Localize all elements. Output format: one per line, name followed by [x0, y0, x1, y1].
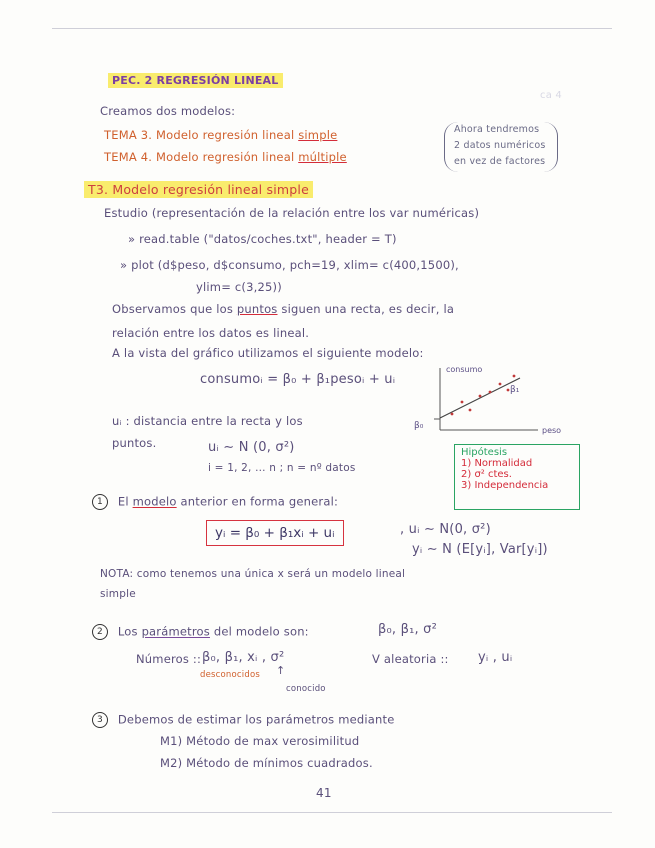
- code-line-1: » read.table ("datos/coches.txt", header = T): [128, 232, 397, 246]
- bottom-page-edge: [52, 812, 612, 813]
- faint-corner-note: ca 4: [540, 90, 562, 101]
- sketch-y-label: consumo: [446, 365, 483, 374]
- tema3-line: TEMA 3. Modelo regresión lineal simple: [104, 128, 338, 142]
- observation-line-1: Observamos que los puntos siguen una recta, es decir, la: [112, 302, 455, 316]
- tema4-line: TEMA 4. Modelo regresión lineal múltiple: [104, 150, 347, 164]
- nota-line-2: simple: [100, 588, 136, 600]
- page-number: 41: [316, 786, 332, 800]
- hypotheses-title: Hipótesis: [461, 447, 508, 458]
- sketch-point: [499, 383, 502, 386]
- point-2-number: 2: [92, 624, 108, 640]
- u-definition-2: puntos.: [112, 436, 157, 450]
- method-2: M2) Método de mínimos cuadrados.: [160, 756, 373, 770]
- u-definition-1: uᵢ : distancia entre la recta y los: [112, 414, 303, 428]
- header-title: PEC. 2 REGRESIÓN LINEAL: [108, 74, 283, 87]
- top-page-edge: [52, 28, 612, 29]
- hypothesis-independence: 3) Independencia: [461, 480, 549, 491]
- sketch-point: [451, 413, 454, 416]
- sketch-b1-label: β₁: [510, 385, 520, 395]
- point-2-line: 2 Los parámetros del modelo son:: [92, 624, 309, 640]
- section-title: T3. Modelo regresión lineal simple: [84, 182, 313, 197]
- nota-line-1: NOTA: como tenemos una única x será un modelo lineal: [100, 568, 406, 580]
- method-1: M1) Método de max verosimilitud: [160, 734, 360, 748]
- desconocidos-note: desconocidos: [200, 670, 260, 680]
- hypothesis-constant-variance: 2) σ² ctes.: [461, 469, 512, 480]
- code-line-3: ylim= c(3,25)): [196, 280, 282, 294]
- hypothesis-normality: 1) Normalidad: [461, 458, 533, 469]
- conocido-note: conocido: [286, 684, 326, 694]
- y-normal-distribution: yᵢ ∼ N (E[yᵢ], Var[yᵢ]): [412, 542, 548, 557]
- sketch-x-label: peso: [542, 426, 562, 435]
- sketch-point: [461, 401, 464, 404]
- intro-line: Creamos dos modelos:: [100, 104, 236, 118]
- hypotheses-box: [454, 444, 580, 510]
- model-equation: consumoᵢ = β₀ + β₁pesoᵢ + uᵢ: [200, 372, 396, 387]
- v-aleatoria-values: yᵢ , uᵢ: [478, 650, 513, 665]
- sketch-point: [479, 395, 482, 398]
- observation-line-2: relación entre los datos es lineal.: [112, 326, 310, 340]
- numeros-values: β₀, β₁, xᵢ , σ²: [202, 650, 285, 665]
- observation-line-3: A la vista del gráfico utilizamos el siguiente modelo:: [112, 346, 424, 360]
- sketch-point: [489, 391, 492, 394]
- estudio-line: Estudio (representación de la relación entre los var numéricas): [104, 206, 480, 220]
- sketch-regression-line: [440, 378, 520, 418]
- scatter-sketch: [410, 362, 590, 442]
- u-normal-distribution: , uᵢ ∼ N(0, σ²): [400, 522, 491, 537]
- aside-line-2: 2 datos numéricos: [454, 140, 546, 151]
- u-distribution: uᵢ ∼ N (0, σ²): [208, 440, 295, 455]
- parameter-list: β₀, β₁, σ²: [378, 622, 437, 637]
- point-1-number: 1: [92, 494, 108, 510]
- numeros-label: Números ::: [136, 652, 202, 666]
- u-index-range: i = 1, 2, ... n ; n = nº datos: [208, 462, 356, 474]
- point-3-line: 3 Debemos de estimar los parámetros mediante: [92, 712, 395, 728]
- point-3-number: 3: [92, 712, 108, 728]
- sketch-point: [513, 375, 516, 378]
- code-line-2: » plot (d$peso, d$consumo, pch=19, xlim= c(400,1500),: [120, 258, 459, 272]
- v-aleatoria-label: V aleatoria ::: [372, 652, 449, 666]
- aside-line-3: en vez de factores: [454, 156, 546, 167]
- sketch-b0-label: β₀: [414, 421, 424, 431]
- sketch-point: [507, 389, 510, 392]
- sketch-point: [469, 409, 472, 412]
- point-1-line: 1 El modelo anterior en forma general:: [92, 494, 338, 510]
- conocido-arrow: ↑: [276, 664, 286, 677]
- general-model-formula: yᵢ = β₀ + β₁xᵢ + uᵢ: [206, 520, 344, 546]
- aside-line-1: Ahora tendremos: [454, 124, 540, 135]
